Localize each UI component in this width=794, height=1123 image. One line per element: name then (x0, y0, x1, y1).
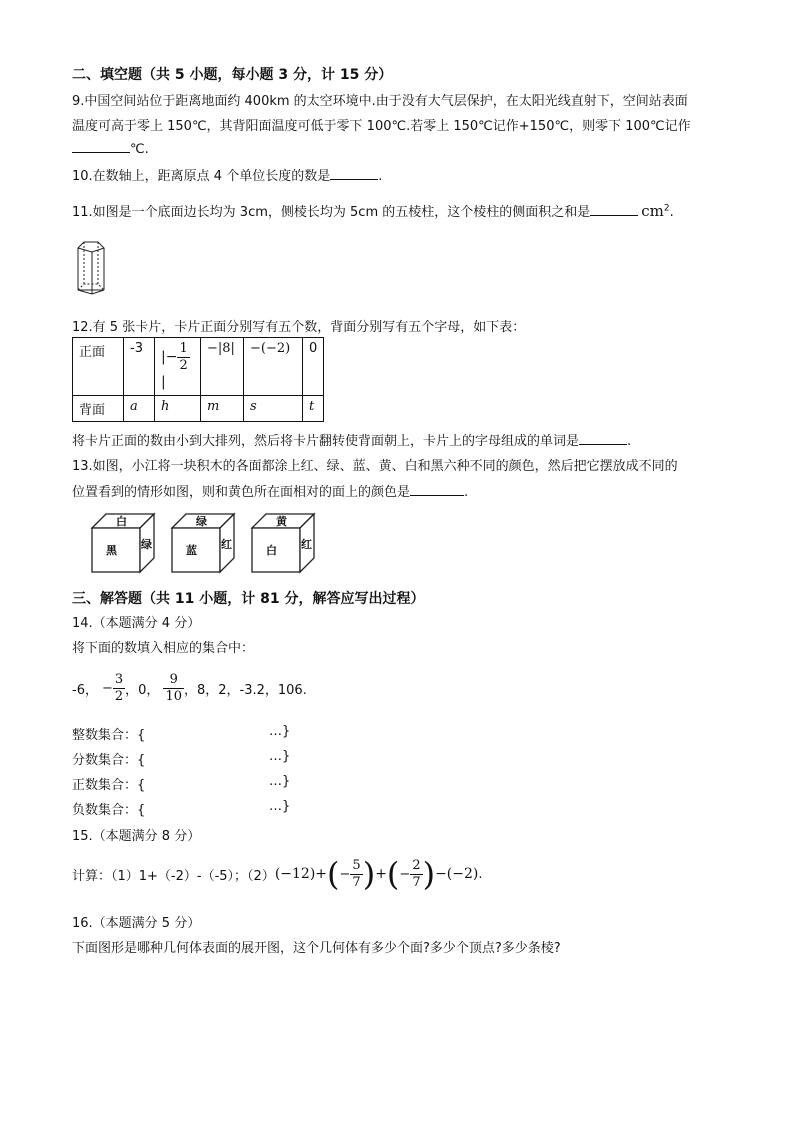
set-integer (72, 724, 302, 743)
set-positive-label: 正数集合：{ (72, 778, 146, 793)
set-positive (72, 774, 302, 793)
q12-answer-blank[interactable] (579, 432, 627, 445)
front-label: 正面 (73, 338, 124, 396)
q14-numbers: -6， − $\frac{3}{2}$ ，0， $\frac{9}{10}$ ，8，2，-3.2，106. (72, 671, 307, 704)
q12-after (72, 430, 631, 449)
q13-answer-blank[interactable] (410, 483, 464, 496)
pentagonal-prism-figure (72, 238, 112, 302)
q9-line1: 9.中国空间站位于距离地面约 400km 的太空环境中.由于没有大气层保护，在太阳光线直射下，空间站表面 (72, 94, 688, 109)
cube-2-front: 蓝 (186, 544, 197, 557)
cube-2 (170, 512, 236, 574)
q13-line1: 13.如图，小江将一块积木的各面都涂上红、绿、蓝、黄、白和黑六种不同的颜色，然后把它摆放成不同的 (72, 459, 678, 474)
q15-expression: 计算：（1）1+（-2）-（-5）；（2） (−12)+ ( − $\frac{5}{7}$ ) + ( − $\frac{2}{7}$ ) −(−2) . (72, 855, 483, 893)
q14-instruction: 将下面的数填入相应的集合中： (72, 641, 255, 656)
q15-term3: −(−2) (435, 866, 479, 882)
set-negative-label: 负数集合：{ (72, 803, 146, 818)
back-label: 背面 (73, 396, 124, 422)
q16-text: 下面图形是哪种几何体表面的展开图，这个几何体有多少个面?多少个顶点?多少条棱? (72, 941, 561, 956)
q11-answer-blank[interactable] (590, 203, 638, 216)
front-value-1: -3 (124, 338, 155, 396)
q15-frac1-num: 5 (352, 857, 361, 873)
q10-end: . (378, 169, 383, 184)
q12-text: 12.有 5 张卡片，卡片正面分别写有五个数，背面分别写有五个字母，如下表： (72, 320, 526, 335)
front-frac-den: 2 (179, 358, 188, 373)
q15-plus: + (375, 866, 387, 882)
q15-part1: 计算：（1）1+（-2）-（-5）；（2） (72, 868, 275, 884)
q10 (72, 165, 382, 184)
cube-1-top: 白 (116, 515, 127, 528)
front-value-3 (201, 338, 244, 396)
set-fraction (72, 749, 302, 768)
q12-after-text: 将卡片正面的数由小到大排列，然后将卡片翻转使背面朝上，卡片上的字母组成的单词是 (72, 434, 580, 449)
front-value-2: |− $\frac{1}{2}$ | (155, 338, 201, 396)
back-value-1: a (124, 396, 155, 422)
q11-unit-sup: 2 (663, 203, 670, 214)
section3-heading: 三、解答题（共 11 小题，计 81 分，解答应写出过程） (72, 591, 425, 607)
q15-frac1-den: 7 (352, 874, 361, 890)
q9-answer-blank[interactable] (72, 140, 130, 153)
front-v3-abs: |8| (217, 341, 235, 356)
set-fraction-label: 分数集合：{ (72, 753, 146, 768)
q14-frac1-num: 3 (114, 671, 124, 687)
set-positive-end: …} (269, 774, 291, 789)
front-frac-num: 1 (179, 341, 188, 356)
set-negative (72, 799, 302, 818)
q11-end: . (669, 205, 674, 220)
cards-back-row (73, 396, 324, 422)
q15-frac2-num: 2 (412, 857, 421, 873)
q12-end: . (627, 434, 632, 449)
cube-2-top: 绿 (196, 515, 207, 528)
cube-1 (90, 512, 156, 574)
cube-2-side: 红 (221, 538, 232, 551)
q14-title: 14.（本题满分 4 分） (72, 616, 201, 631)
q10-text: 10.在数轴上，距离原点 4 个单位长度的数是 (72, 169, 331, 184)
set-integer-label: 整数集合：{ (72, 728, 146, 743)
q14-numbers-b: ，0， (125, 682, 160, 698)
back-value-2: h (155, 396, 201, 422)
back-value-4: s (244, 396, 303, 422)
q10-answer-blank[interactable] (330, 167, 378, 180)
q15-title: 15.（本题满分 8 分） (72, 829, 201, 844)
q11-text: 11.如图是一个底面边长均为 3cm，侧棱长均为 5cm 的五棱柱，这个棱柱的侧面积之和是 (72, 205, 591, 220)
front-value-4: −(−2) (244, 338, 303, 396)
back-value-5: t (303, 396, 324, 422)
set-fraction-end: …} (269, 749, 291, 764)
section2-heading: 二、填空题（共 5 小题，每小题 3 分，计 15 分） (72, 67, 393, 83)
q15-term1: (−12)+ (274, 866, 328, 882)
cube-1-front: 黑 (106, 544, 117, 557)
q11 (72, 201, 674, 220)
q14-numbers-c: ，8，2，-3.2，106. (183, 682, 307, 698)
cube-3 (250, 512, 316, 574)
set-negative-end: …} (269, 799, 291, 814)
cube-3-side: 红 (301, 538, 312, 551)
q11-unit: cm (641, 202, 664, 220)
q9-unit: ℃. (130, 142, 149, 157)
q9-line2: 温度可高于零上 150℃，其背阳面温度可低于零下 100℃.若零上 150℃记作+150℃，则零下 100℃记作 (72, 119, 691, 134)
q15-frac2-den: 7 (412, 874, 421, 890)
q13-line2 (72, 481, 468, 500)
front-v3-minus: − (207, 341, 218, 356)
set-integer-end: …} (269, 724, 291, 739)
cube-3-top: 黄 (276, 515, 287, 528)
q9-line3 (72, 140, 149, 157)
cube-1-side: 绿 (141, 538, 152, 551)
cards-front-row (73, 338, 324, 396)
q13-end: . (464, 485, 469, 500)
front-value-5: 0 (303, 338, 324, 396)
q15-end: . (478, 866, 483, 882)
q14-frac2-den: 10 (165, 688, 182, 704)
back-value-3: m (201, 396, 244, 422)
q13-line2-text: 位置看到的情形如图，则和黄色所在面相对的面上的颜色是 (72, 485, 411, 500)
q14-frac2-num: 9 (163, 672, 184, 689)
q16-title: 16.（本题满分 5 分） (72, 916, 201, 931)
cards-table (72, 337, 324, 422)
q14-numbers-a: -6， (72, 682, 98, 698)
q14-frac1-den: 2 (114, 688, 124, 704)
cube-3-front: 白 (266, 544, 277, 557)
